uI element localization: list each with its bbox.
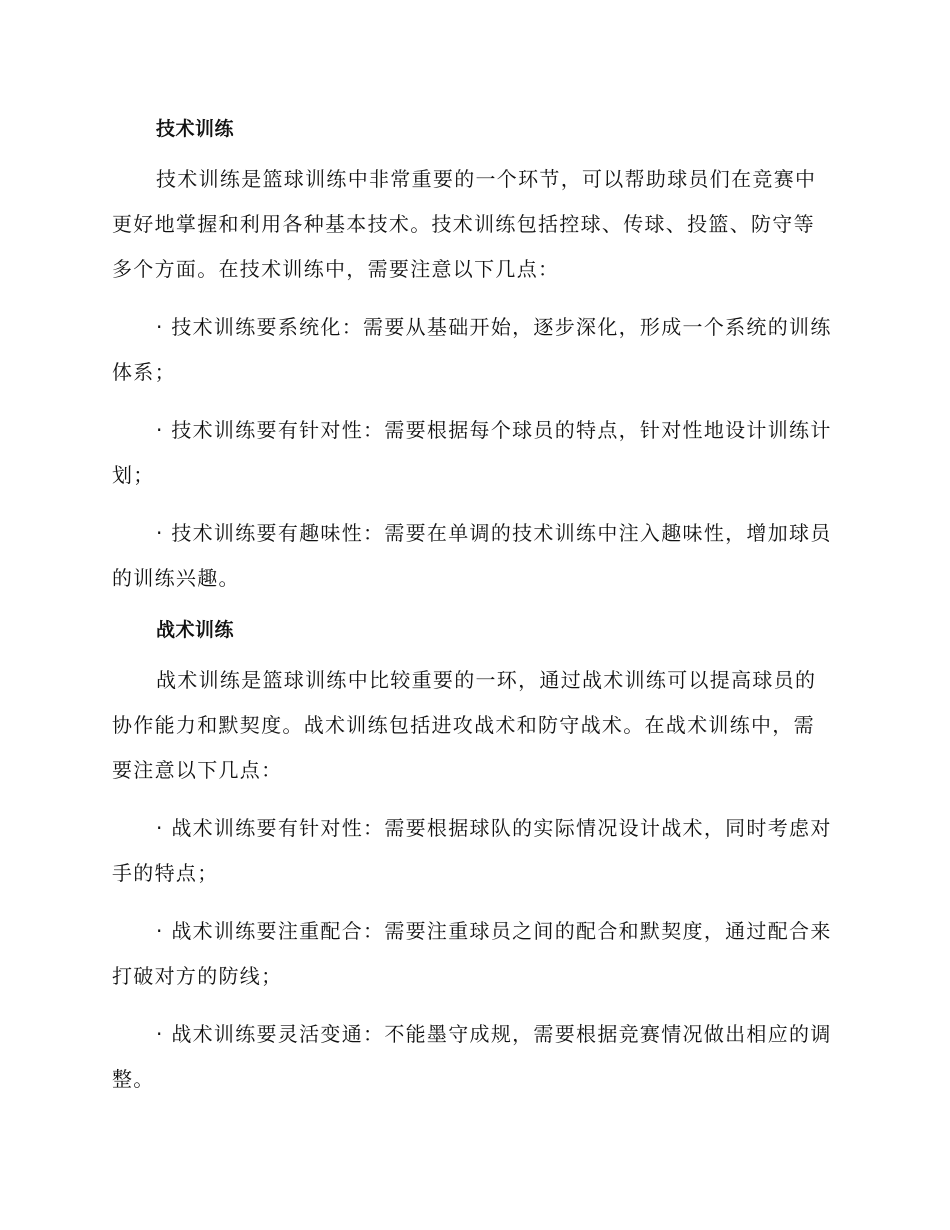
document-body: [112, 113, 834, 1102]
bullet-item: · 战术训练要有针对性：需要根据球队的实际情况设计战术，同时考虑对手的特点；: [112, 816, 832, 885]
section-technical-training: [112, 113, 834, 601]
section-heading: 战术训练: [156, 619, 235, 641]
section-heading: 技术训练: [156, 118, 235, 140]
bullet-item: · 技术训练要系统化：需要从基础开始，逐步深化，形成一个系统的训练体系；: [112, 315, 832, 384]
section-tactical-training: [112, 614, 834, 1102]
section-intro-paragraph: 战术训练是篮球训练中比较重要的一环，通过战术训练可以提高球员的协作能力和默契度。战术训练包括进攻战术和防守战术。在战术训练中，需要注意以下几点：: [112, 668, 817, 782]
bullet-item: · 战术训练要注重配合：需要注重球员之间的配合和默契度，通过配合来打破对方的防线；: [112, 919, 832, 988]
section-intro-paragraph: 技术训练是篮球训练中非常重要的一个环节，可以帮助球员们在竞赛中更好地掌握和利用各种基本技术。技术训练包括控球、传球、投篮、防守等多个方面。在技术训练中，需要注意以下几点：: [112, 167, 817, 281]
bullet-item: · 战术训练要灵活变通：不能墨守成规，需要根据竞赛情况做出相应的调整。: [112, 1022, 832, 1091]
bullet-item: · 技术训练要有针对性：需要根据每个球员的特点，针对性地设计训练计划；: [112, 418, 832, 487]
bullet-item: · 技术训练要有趣味性：需要在单调的技术训练中注入趣味性，增加球员的训练兴趣。: [112, 521, 832, 590]
